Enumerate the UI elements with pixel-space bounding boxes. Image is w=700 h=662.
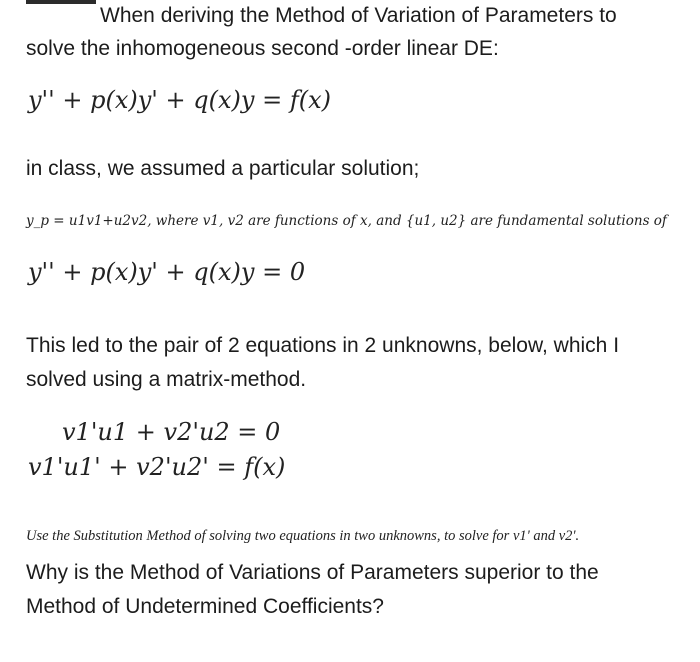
led-line-2: solved using a matrix-method.	[26, 368, 307, 391]
equation-inhomogeneous-text: y'' + p(x)y' + q(x)y = f(x)	[28, 86, 331, 114]
system-equation-2	[28, 453, 285, 481]
equation-particular-solution-text: y_p = u1v1+u2v2, where v1, v2 are functions of x, and {u1, u2} are fundamental solutions of	[26, 213, 667, 229]
question-line-1: Why is the Method of Variations of Parameters superior to the	[26, 561, 599, 584]
intro-line-2: solve the inhomogeneous second -order linear DE:	[26, 37, 499, 60]
system-equation-1	[62, 418, 280, 446]
instruction-text: Use the Substitution Method of solving two equations in two unknowns, to solve for v1' and v2'.	[26, 528, 580, 544]
assumed-text: in class, we assumed a particular solution;	[26, 157, 420, 180]
equation-homogeneous-text: y'' + p(x)y' + q(x)y = 0	[28, 258, 306, 286]
equation-homogeneous	[28, 258, 305, 286]
system-equation-2-text: v1'u1' + v2'u2' = f(x)	[28, 453, 286, 481]
system-equation-1-text: v1'u1 + v2'u2 = 0	[62, 418, 281, 446]
equation-inhomogeneous	[28, 86, 331, 114]
led-line-1: This led to the pair of 2 equations in 2 unknowns, below, which I	[26, 334, 620, 357]
top-decoration-bar	[26, 0, 96, 4]
question-line-2: Method of Undetermined Coefficients?	[26, 595, 384, 618]
equation-particular-solution	[26, 213, 667, 229]
intro-line-1: When deriving the Method of Variation of Parameters to	[100, 4, 617, 27]
